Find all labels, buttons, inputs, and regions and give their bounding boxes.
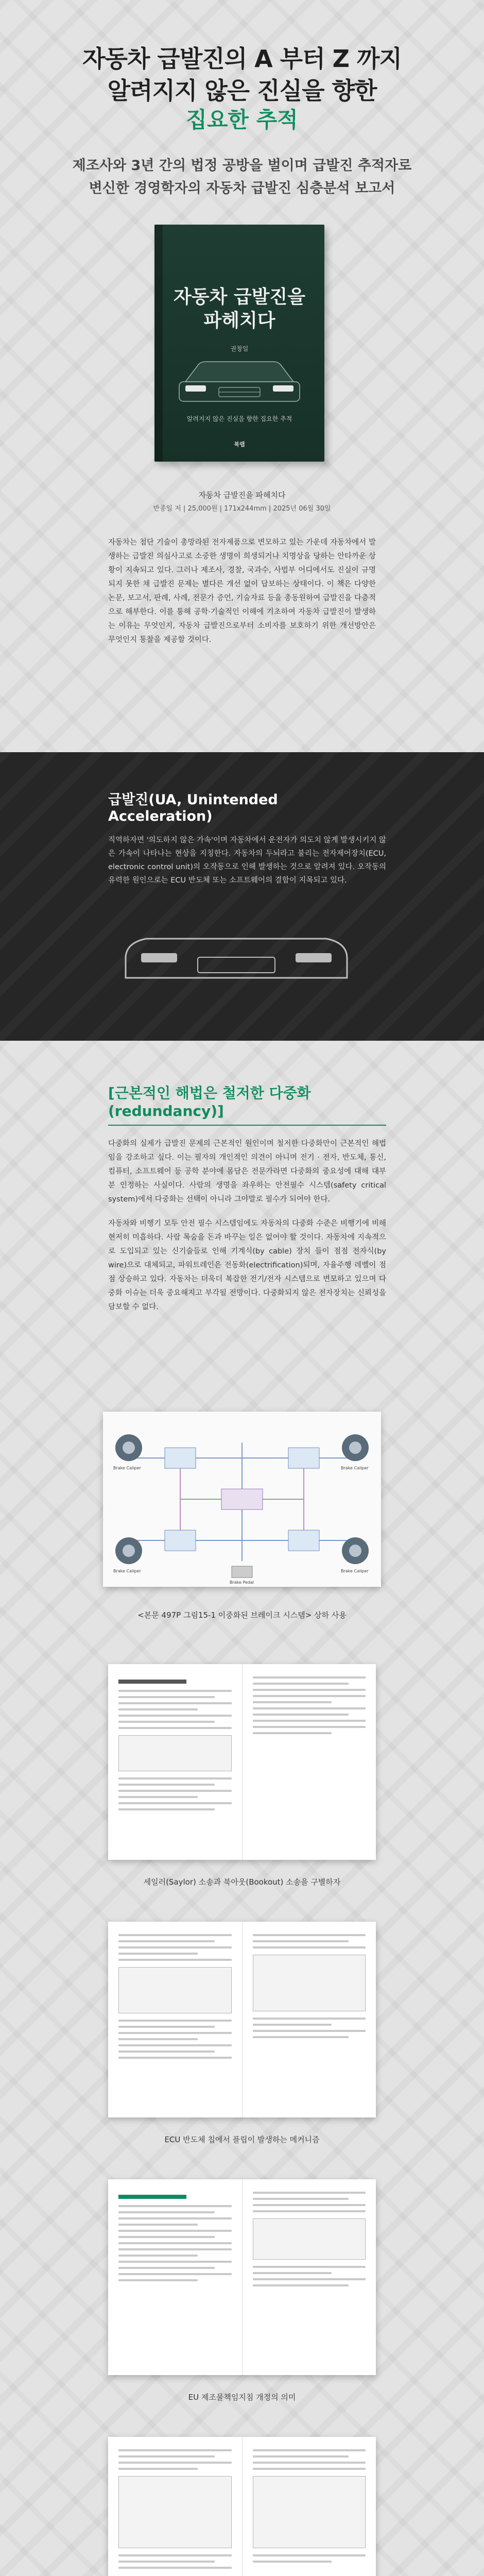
diagram-label-pedal: Brake Pedal — [230, 1580, 254, 1585]
definition-text: 직역하자면 '의도하지 않은 가속'이며 자동차에서 운전자가 의도치 않게 발생시키지 않은 가속이 나타나는 현상을 지칭한다. 자동차의 두뇌라고 불리는 전자제어장치(ECU, electronic control unit)의 오작동으로 인해 발생하는 것으로 알려져 있다. 오작동의 유력한 원인으로는 ECU 반도체 또는 소프트웨어의 결함이 지목되고 있다. — [108, 836, 386, 885]
redundancy-heading: [근본적인 해법은 철저한 다중화(redundancy)] — [108, 1084, 311, 1120]
spread-page-1 — [108, 1664, 376, 1860]
definition-band — [0, 752, 484, 1041]
spread-3-right-page — [243, 2179, 376, 2375]
spread-page-2 — [108, 1922, 376, 2117]
car-front-icon — [170, 353, 309, 410]
spread-3-caption: EU 제조물책임지침 개정의 의미 — [188, 2393, 296, 2402]
hero-subtitle-line1: 제조사와 3년 간의 법정 공방을 벌이며 급발진 추적자로 — [72, 158, 412, 174]
hero-title-line1: 자동차 급발진의 A 부터 Z 까지 — [82, 45, 402, 73]
spread-4-right-page — [243, 2437, 376, 2576]
diagram-label-caliper-3: Brake Caliper — [113, 1569, 141, 1573]
book-spine — [154, 225, 163, 462]
hero-section — [0, 0, 484, 742]
spread-4-left-page — [108, 2437, 242, 2576]
book-caption-meta: 반종일 저 | 25,000원 | 171x244mm | 2025년 06월 30일 — [153, 505, 331, 513]
book-cover-author: 권창일 — [230, 345, 249, 352]
book-cover-title-line1: 자동차 급발진을 — [174, 286, 305, 308]
book-cover-subtitle: 알려지지 않은 진실을 향한 집요한 추적 — [186, 415, 292, 422]
book-caption-title: 자동차 급발진을 파헤치다 — [198, 490, 286, 500]
brake-system-diagram — [103, 1412, 381, 1587]
diagram-label-caliper-1: Brake Caliper — [113, 1466, 141, 1470]
hero-title-accent: 집요한 추적 — [186, 107, 298, 132]
spread-2-left-page — [108, 1922, 242, 2117]
redundancy-para2: 자동차와 비행기 모두 안전 필수 시스템임에도 자동차의 다중화 수준은 비행기에 비해 현저히 미흡하다. 사람 목숨을 돈과 바꾸는 일은 없어야 할 것이다. 자동차에 지속적으로 도입되고 있는 신기술들로 인해 기계식(by cable) 장치 들이 점점 전자식(by wire)으로 대체되고, 파워트레인은 전동화(electrification)되며, 자율주행 레벨이 점점 상승하고 있다. 자동차는 더욱더 복잡한 전기/전자 시스템으로 변모하고 있으며 다중화 이슈는 더욱 중요해지고 부각될 전망이다. 다중화되지 않은 전자장치는 신뢰성을 담보할 수 없다. — [108, 1219, 386, 1311]
diagram-caption: <본문 497P 그림15-1 이중화된 브레이크 시스템> 상하 사용 — [137, 1611, 347, 1620]
definition-title: 급발진(UA, Unintended Acceleration) — [108, 792, 278, 824]
book-cover — [154, 225, 324, 462]
spread-2-caption: ECU 반도체 칩에서 플립이 발생하는 메커니즘 — [164, 2135, 320, 2144]
spread-1-caption: 세일러(Saylor) 소송과 북아웃(Bookout) 소송을 구별하자 — [143, 1877, 341, 1887]
spread-2-right-page — [243, 1922, 376, 2117]
diagram-label-caliper-2: Brake Caliper — [341, 1466, 369, 1470]
book-cover-publisher: 북랩 — [234, 441, 245, 448]
spread-1-right-page — [243, 1664, 376, 1860]
book-cover-title-line2: 파헤치다 — [203, 310, 275, 331]
spread-3-left-page — [108, 2179, 242, 2375]
hero-subtitle-line2: 변신한 경영학자의 자동차 급발진 심층분석 보고서 — [89, 180, 395, 196]
spread-page-4 — [108, 2437, 376, 2576]
diagram-label-caliper-4: Brake Caliper — [341, 1569, 369, 1573]
redundancy-para1: 다중화의 실제가 급발진 문제의 근본적인 원인이며 철저한 다중화만이 근본적인 해법임을 강조하고 싶다. 이는 필자의 개인적인 의견이 아니며 전기 · 전자, 반도체, 통신, 컴퓨터, 소프트웨어 등 공학 분야에 몸담은 전문가라면 다중화의 중요성에 대해 대부분 인정하는 사실이다. 사람의 생명을 좌우하는 안전필수 시스템(safety critical system)에서 다중화는 선택이 아니라 그야말로 필수가 되어야 한다. — [108, 1140, 386, 1204]
redundancy-divider — [108, 1125, 386, 1126]
car-silhouette-icon — [115, 927, 357, 994]
intro-text: 자동차는 첨단 기술이 총망라된 전자제품으로 변모하고 있는 가운데 자동차에서 발생하는 급발진 의심사고로 소중한 생명이 희생되거나 치명상을 당하는 안타까운 상황이 지속되고 있다. 그러나 제조사, 경찰, 국과수, 사법부 어디에서도 진실이 규명되지 못한 채 급발진 문제는 별다른 개선 없이 답보하는 상태이다. 이 책은 다양한 논문, 보고서, 판례, 사례, 전문가 증언, 기술자료 등을 총동원하여 급발진을 다층적으로 해부한다. 이를 통해 공학·기술적인 이해에 기초하여 자동차 급발진이 발생하는 이유는 무엇인지, 자동차 급발진으로부터 소비자를 보호하기 위한 개선방안은 무엇인지 통찰을 제공할 것이다. — [108, 538, 376, 644]
hero-title-line2: 알려지지 않은 진실을 향한 — [107, 77, 377, 105]
brake-diagram-card — [103, 1412, 381, 1587]
spread-1-left-page — [108, 1664, 242, 1860]
book-cover-title — [154, 285, 324, 333]
spread-page-3 — [108, 2179, 376, 2375]
